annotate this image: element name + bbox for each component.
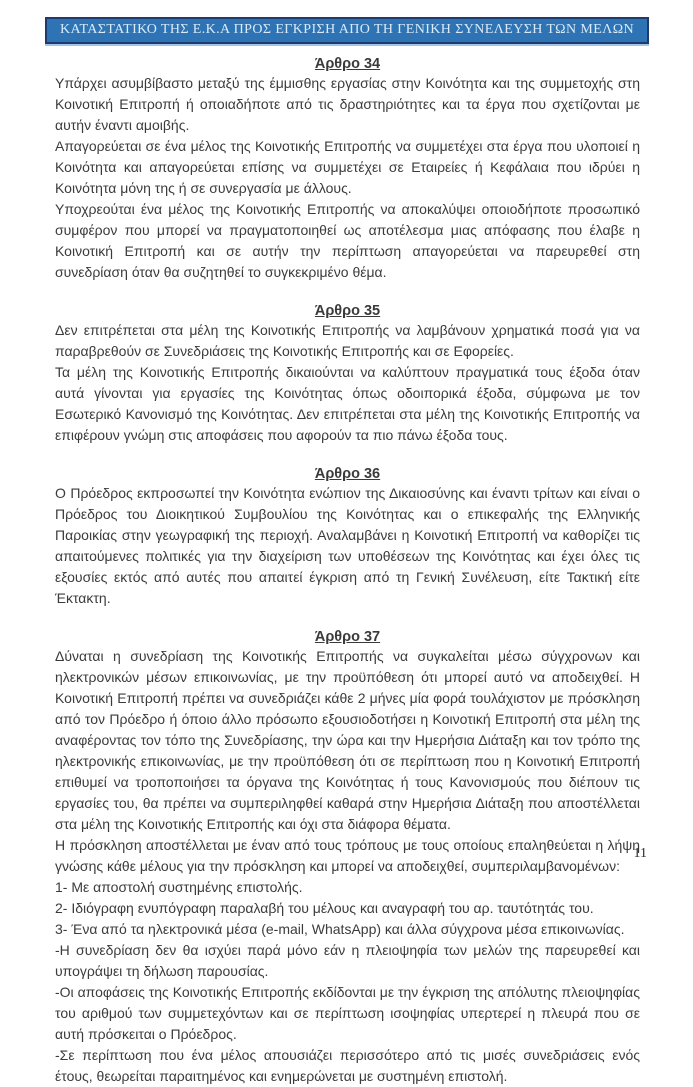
document-page bbox=[0, 17, 693, 1084]
article-paragraph: Δύναται η συνεδρίαση της Κοινοτικής Επιτροπής να συγκαλείται μέσω σύγχρονων και ηλεκτρονικών μέσων επικοινωνίας, με την προϋπόθεση ότι μπορεί αυτό να αποδειχθεί. Η Κοινοτική Επιτροπή πρέπει να συνεδριάζει κάθε 2 μήνες μία φορά τουλάχιστον με πρόσκληση από τον Πρόεδρο ή όποιο άλλο πρόσωπο εξουσιοδοτήσει η Κοινοτική Επιτροπή στα μέλη της αναφέροντας τον τόπο της Συνεδρίασης, την ώρα και την Ημερήσια Διάταξη και τον τρόπο της ηλεκτρονικής επικοινωνίας, με την προϋπόθεση ότι σε περίπτωση που η Κοινοτική Επιτροπή επιθυμεί να τροποποιήσει τα όργανα της Κοινότητας ή τους Κανονισμούς που διέπουν τις εργασίες του, θα πρέπει να συμπεριληφθεί καθαρά στην Ημερήσια Διάταξη που αποστέλλεται στα μέλη της Κοινοτικής Επιτροπής και όχι στα διάφορα θέματα. bbox=[55, 648, 640, 832]
article-paragraph: Υπάρχει ασυμβίβαστο μεταξύ της έμμισθης εργασίας στην Κοινότητα και της συμμετοχής στη Κοινοτική Επιτροπή ή οποιαδήποτε από τις δραστηριότητες και τα έργα που σχετίζονται με αυτήν έναντι αμοιβής. bbox=[55, 75, 640, 133]
article bbox=[55, 629, 640, 1087]
articles bbox=[0, 56, 693, 1087]
article bbox=[55, 56, 640, 283]
article-paragraph: Ο Πρόεδρος εκπροσωπεί την Κοινότητα ενώπιον της Δικαιοσύνης και έναντι τρίτων και είναι ο Πρόεδρος του Διοικητικού Συμβουλίου της Κοινότητας και ο επικεφαλής της Ελληνικής Παροικίας στην γεωγραφική της περιοχή. Αναλαμβάνει η Κοινοτική Επιτροπή να καθορίζει τις απαιτούμενες πολιτικές για την διαχείριση των υποθέσεων της Κοινότητας και έχει όλες τις εξουσίες εκτός από αυτές που απαιτεί έγκριση από τη Γενική Συνέλευση, είτε Τακτική είτε Έκτακτη. bbox=[55, 485, 640, 606]
article-paragraph: 1- Με αποστολή συστημένης επιστολής. bbox=[55, 879, 303, 895]
article-paragraph: 2- Ιδιόγραφη ενυπόγραφη παραλαβή του μέλους και αναγραφή του αρ. ταυτότητάς του. bbox=[55, 900, 594, 916]
article-paragraph: Απαγορεύεται σε ένα μέλος της Κοινοτικής Επιτροπής να συμμετέχει στα έργα που υλοποιεί η Κοινότητα και απαγορεύεται επίσης να συμμετέχει σε Εταιρείες ή Κεφάλαια που ιδρύει η Κοινότητα μόνη της ή σε συνεργασία με άλλους. bbox=[55, 138, 640, 196]
article-paragraph: -Σε περίπτωση που ένα μέλος απουσιάζει περισσότερο από τις μισές συνεδριάσεις ενός έτους, θεωρείται παραιτημένος και ενημερώνεται με συστημένη επιστολή. bbox=[55, 1047, 640, 1084]
article-heading: Άρθρο 35 bbox=[314, 303, 381, 319]
article-heading: Άρθρο 37 bbox=[314, 629, 381, 645]
article-paragraph: Η πρόσκληση αποστέλλεται με έναν από τους τρόπους με τους οποίους επαληθεύεται η λήψη γνώσης κάθε μέλους για την πρόσκληση και μπορεί να αποδειχθεί, συμπεριλαμβανομένων: bbox=[55, 837, 640, 874]
article-paragraph: 3- Ένα από τα ηλεκτρονικά μέσα (e-mail, WhatsApp) και άλλα σύγχρονα μέσα επικοινωνίας. bbox=[55, 921, 625, 937]
article-paragraph: -Οι αποφάσεις της Κοινοτικής Επιτροπής εκδίδονται με την έγκριση της απόλυτης πλειοψηφίας του αριθμού των συμμετεχόντων και σε περίπτωση ισοψηφίας υπερτερεί η πλευρά που σε αυτή πρόσκειται ο Πρόεδρος. bbox=[55, 984, 640, 1042]
article bbox=[55, 303, 640, 446]
article-paragraph: Δεν επιτρέπεται στα μέλη της Κοινοτικής Επιτροπής να λαμβάνουν χρηματικά ποσά για να παραβρεθούν σε Συνεδριάσεις της Κοινοτικής Επιτροπής και σε Εφορείες. bbox=[55, 322, 640, 359]
article-paragraph: Τα μέλη της Κοινοτικής Επιτροπής δικαιούνται να καλύπτουν πραγματικά τους έξοδα όταν αυτά γίνονται για εργασίες της Κοινότητας όπως οδοιπορικά έξοδα, σύμφωνα με τον Εσωτερικό Κανονισμό της Κοινότητας. Δεν επιτρέπεται στα μέλη της Κοινοτικής Επιτροπής να επιφέρουν γνώμη στις αποφάσεις που αφορούν τα πιο πάνω έξοδα τους. bbox=[55, 364, 640, 443]
article-paragraph: Υποχρεούται ένα μέλος της Κοινοτικής Επιτροπής να αποκαλύψει οποιοδήποτε προσωπικό συμφέρον που μπορεί να πραγματοποιηθεί ως αποτέλεσμα μιας απόφασης που έλαβε η Κοινοτική Επιτροπή και σε αυτήν την περίπτωση απαγορεύεται να παρευρεθεί στη συνεδρίαση όταν θα συζητηθεί το συγκεκριμένο θέμα. bbox=[55, 201, 640, 280]
page-number: 11 bbox=[633, 846, 647, 861]
article-paragraph: -Η συνεδρίαση δεν θα ισχύει παρά μόνο εάν η πλειοψηφία των μελών της παρευρεθεί και υπογράψει τη δήλωση παρουσίας. bbox=[55, 942, 640, 979]
document-title-banner: ΚΑΤΑΣΤΑΤΙΚΟ ΤΗΣ Ε.Κ.Α ΠΡΟΣ ΕΓΚΡΙΣΗ ΑΠΟ ΤΗ ΓΕΝΙΚΗ ΣΥΝΕΛΕΥΣΗ ΤΩΝ ΜΕΛΩΝ bbox=[45, 17, 649, 44]
article bbox=[55, 466, 640, 609]
article-heading: Άρθρο 34 bbox=[314, 56, 381, 72]
article-heading: Άρθρο 36 bbox=[314, 466, 381, 482]
